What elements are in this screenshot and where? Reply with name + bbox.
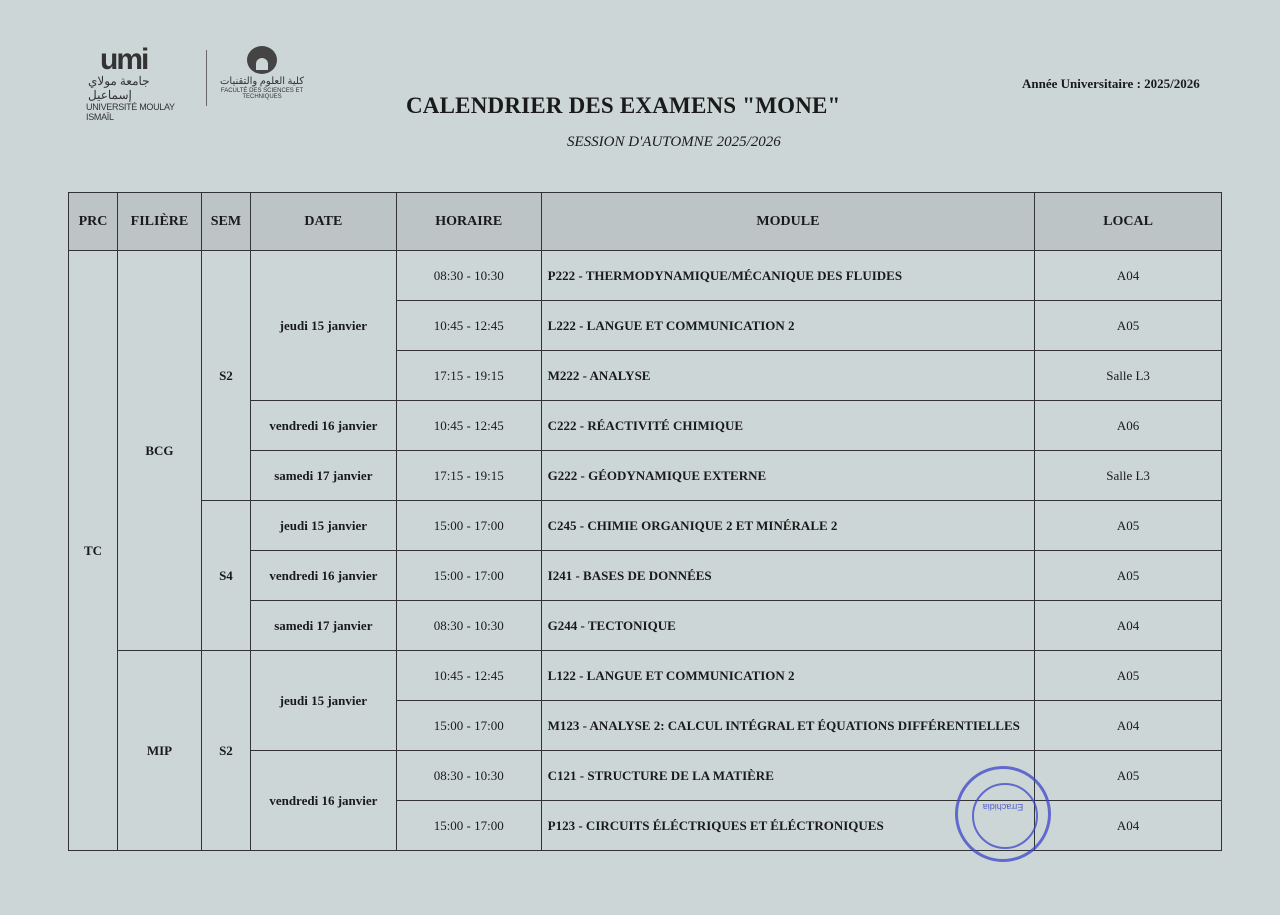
time-cell: 08:30 - 10:30: [396, 251, 541, 301]
date-cell: vendredi 16 janvier: [250, 401, 396, 451]
col-filiere: FILIÈRE: [117, 193, 201, 251]
date-cell: vendredi 16 janvier: [250, 551, 396, 601]
time-cell: 15:00 - 17:00: [396, 701, 541, 751]
local-cell: A05: [1035, 301, 1222, 351]
module-cell: L122 - LANGUE ET COMMUNICATION 2: [541, 651, 1035, 701]
sem-cell: S4: [201, 501, 250, 651]
date-cell: jeudi 15 janvier: [250, 251, 396, 401]
time-cell: 17:15 - 19:15: [396, 351, 541, 401]
gate-emblem-icon: [247, 46, 277, 74]
module-cell: G222 - GÉODYNAMIQUE EXTERNE: [541, 451, 1035, 501]
local-cell: A04: [1035, 601, 1222, 651]
module-cell: L222 - LANGUE ET COMMUNICATION 2: [541, 301, 1035, 351]
time-cell: 15:00 - 17:00: [396, 551, 541, 601]
university-logo: [86, 43, 186, 122]
local-cell: A05: [1035, 751, 1222, 801]
time-cell: 10:45 - 12:45: [396, 651, 541, 701]
time-cell: 15:00 - 17:00: [396, 801, 541, 851]
module-cell: P222 - THERMODYNAMIQUE/MÉCANIQUE DES FLUIDES: [541, 251, 1035, 301]
col-local: LOCAL: [1035, 193, 1222, 251]
table-row: [69, 651, 1222, 701]
sem-cell: S2: [201, 251, 250, 501]
prc-cell: TC: [69, 251, 118, 851]
module-cell: C245 - CHIMIE ORGANIQUE 2 ET MINÉRALE 2: [541, 501, 1035, 551]
module-cell: M222 - ANALYSE: [541, 351, 1035, 401]
time-cell: 08:30 - 10:30: [396, 601, 541, 651]
module-cell: I241 - BASES DE DONNÉES: [541, 551, 1035, 601]
filiere-cell: BCG: [117, 251, 201, 651]
umi-logo-mark: umi: [100, 43, 148, 76]
col-horaire: HORAIRE: [396, 193, 541, 251]
stamp-text: Errachidia: [982, 802, 1024, 812]
session-subtitle: SESSION D'AUTOMNE 2025/2026: [567, 134, 781, 150]
module-cell: C222 - RÉACTIVITÉ CHIMIQUE: [541, 401, 1035, 451]
faculty-logo: [212, 46, 312, 100]
module-cell: M123 - ANALYSE 2: CALCUL INTÉGRAL ET ÉQUATIONS DIFFÉRENTIELLES: [541, 701, 1035, 751]
local-cell: Salle L3: [1035, 351, 1222, 401]
filiere-cell: MIP: [117, 651, 201, 851]
exam-schedule-table: [68, 192, 1222, 851]
time-cell: 10:45 - 12:45: [396, 301, 541, 351]
col-module: MODULE: [541, 193, 1035, 251]
col-sem: SEM: [201, 193, 250, 251]
time-cell: 15:00 - 17:00: [396, 501, 541, 551]
university-name-ar: جامعة مولاي إسماعيل: [88, 74, 150, 102]
col-date: DATE: [250, 193, 396, 251]
sem-cell: S2: [201, 651, 250, 851]
local-cell: A06: [1035, 401, 1222, 451]
local-cell: A05: [1035, 651, 1222, 701]
faculty-name-fr: FACULTÉ DES SCIENCES ET TECHNIQUES: [220, 88, 304, 100]
table-row: [69, 251, 1222, 301]
local-cell: A05: [1035, 501, 1222, 551]
module-cell: P123 - CIRCUITS ÉLÉCTRIQUES ET ÉLÉCTRONIQUES: [541, 801, 1035, 851]
date-cell: jeudi 15 janvier: [250, 501, 396, 551]
time-cell: 10:45 - 12:45: [396, 401, 541, 451]
stamp-inner-ring: [972, 783, 1038, 849]
academic-year: Année Universitaire : 2025/2026: [1022, 76, 1200, 91]
university-name-fr: UNIVERSITÉ MOULAY ISMAÏL: [86, 102, 175, 122]
col-prc: PRC: [69, 193, 118, 251]
date-cell: samedi 17 janvier: [250, 601, 396, 651]
page-title: CALENDRIER DES EXAMENS "MONE": [406, 93, 841, 118]
local-cell: A05: [1035, 551, 1222, 601]
module-cell: C121 - STRUCTURE DE LA MATIÈRE: [541, 751, 1035, 801]
local-cell: A04: [1035, 801, 1222, 851]
logo-divider: [206, 50, 207, 106]
date-cell: samedi 17 janvier: [250, 451, 396, 501]
table-header-row: [69, 193, 1222, 251]
date-cell: jeudi 15 janvier: [250, 651, 396, 751]
institution-logos: [86, 43, 316, 122]
local-cell: Salle L3: [1035, 451, 1222, 501]
table-row: [69, 501, 1222, 551]
time-cell: 08:30 - 10:30: [396, 751, 541, 801]
official-stamp: [955, 766, 1051, 862]
module-cell: G244 - TECTONIQUE: [541, 601, 1035, 651]
time-cell: 17:15 - 19:15: [396, 451, 541, 501]
local-cell: A04: [1035, 701, 1222, 751]
faculty-name-ar: كلية العلوم والتقنيات: [220, 76, 304, 87]
local-cell: A04: [1035, 251, 1222, 301]
date-cell: vendredi 16 janvier: [250, 751, 396, 851]
